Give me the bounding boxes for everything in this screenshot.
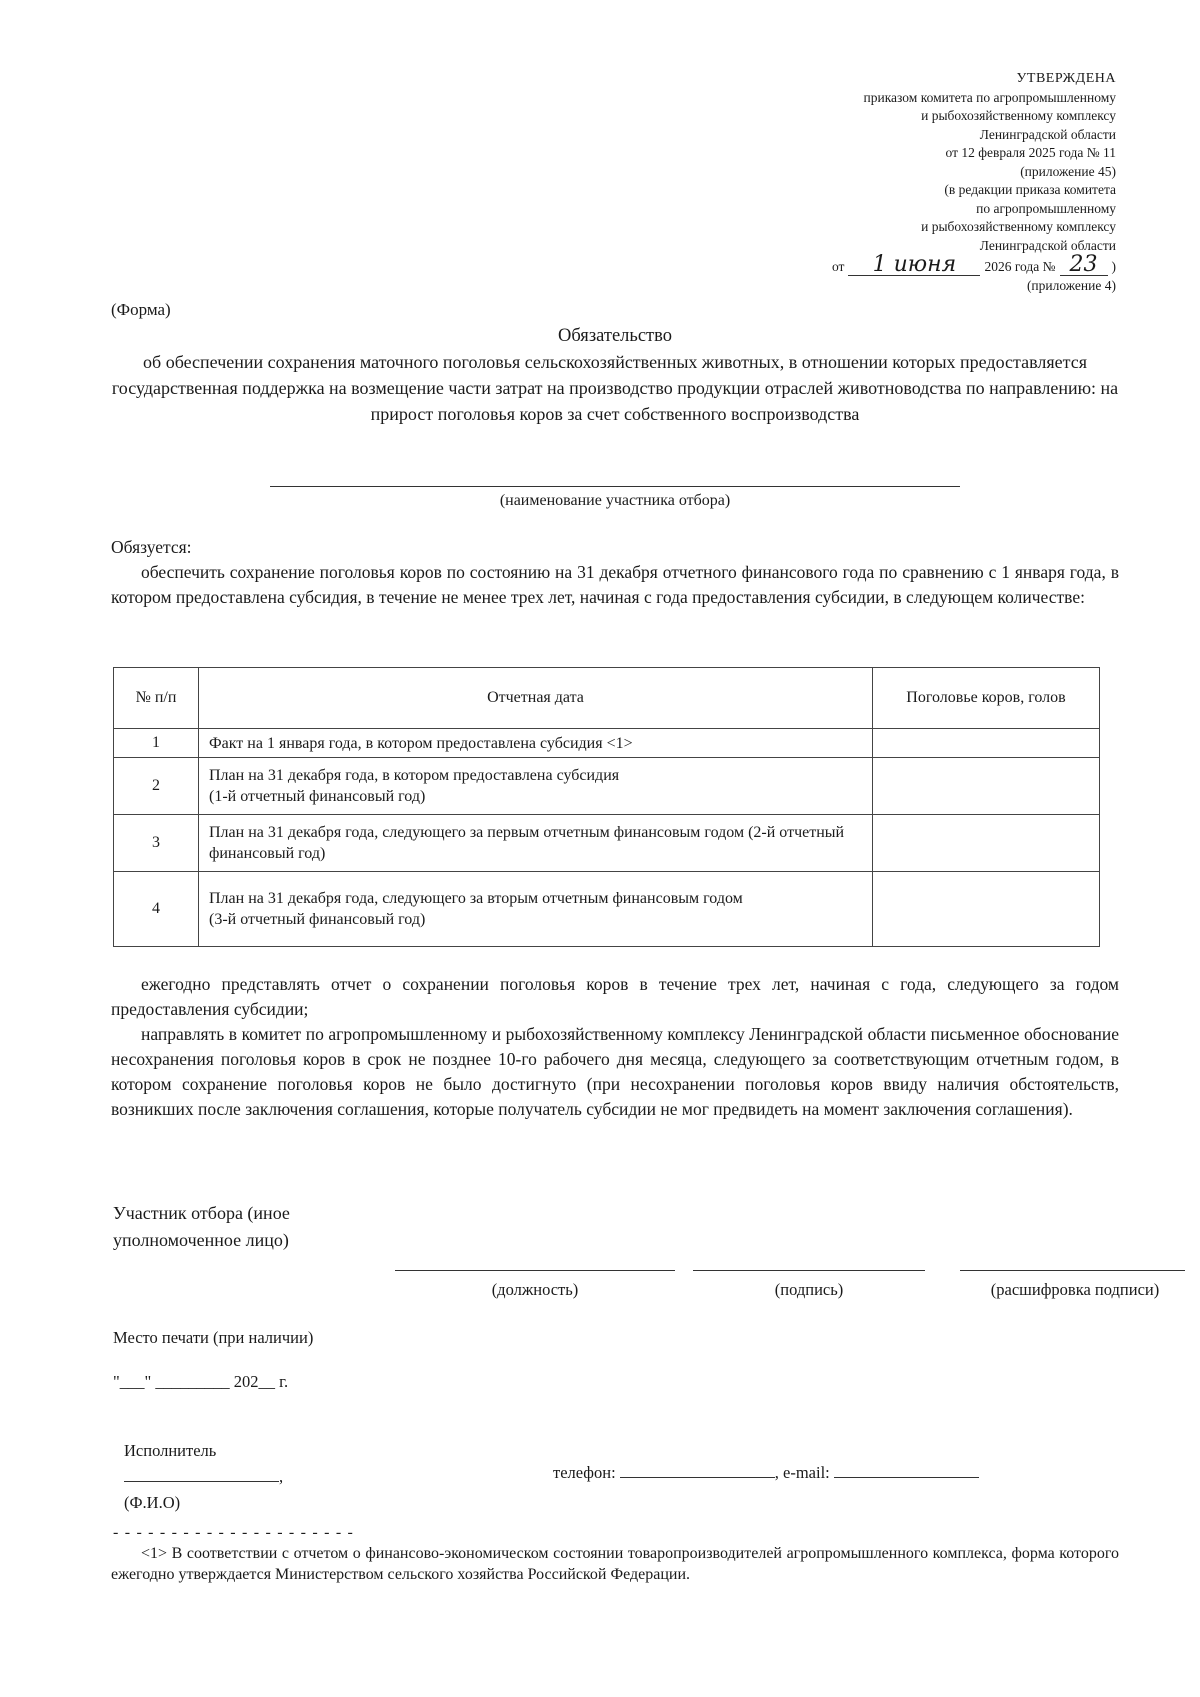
row-count-cell[interactable] xyxy=(873,758,1100,815)
approval-line: приказом комитета по агропромышленному xyxy=(863,89,1116,105)
paragraph-2: ежегодно представлять отчет о сохранении поголовья коров в течение трех лет, начиная с года, следующего за годом предоставления субсидии; xyxy=(111,974,1119,1019)
row-date: План на 31 декабря года, в котором предоставлена субсидия (1-й отчетный финансовый год) xyxy=(199,758,873,815)
livestock-table xyxy=(113,667,1100,947)
executor-label: Исполнитель xyxy=(124,1441,217,1460)
row-num: 4 xyxy=(114,872,199,947)
row-date: План на 31 декабря года, следующего за первым отчетным финансовым годом (2-й отчетный финансовый год) xyxy=(199,815,873,872)
table-header-row xyxy=(114,668,1100,729)
email-field[interactable] xyxy=(834,1463,979,1478)
phone-field[interactable] xyxy=(620,1463,775,1478)
signature-caption: (подпись) xyxy=(774,1280,844,1299)
participant-name-field[interactable] xyxy=(270,486,960,487)
handwritten-number: 23 xyxy=(1060,255,1108,276)
row-count-cell[interactable] xyxy=(873,815,1100,872)
approval-line: от 12 февраля 2025 года № 11 xyxy=(945,145,1116,160)
table-row xyxy=(114,815,1100,872)
participant-caption: (наименование участника отбора) xyxy=(499,492,731,509)
handwritten-date: 1 июня xyxy=(848,255,980,276)
signature-decoding-field[interactable] xyxy=(960,1270,1185,1271)
approval-title: УТВЕРЖДЕНА xyxy=(1016,71,1116,86)
table-row xyxy=(114,872,1100,947)
date-prefix: от xyxy=(831,259,845,274)
title-body: об обеспечении сохранения маточного поголовья сельскохозяйственных животных, в отношении которых предоставляется государственная поддержка на возмещение части затрат на производство продукции отраслей животноводства по направлению: на прирост поголовья коров за счет собственного воспроизводства xyxy=(111,352,1119,424)
closing-paren: ) xyxy=(1111,259,1116,274)
approval-date-line xyxy=(716,252,1116,277)
approval-line: и рыбохозяйственному комплексу xyxy=(921,219,1116,234)
row-num: 3 xyxy=(114,815,199,872)
approval-line: Ленинградской области xyxy=(979,126,1116,142)
date-blank[interactable]: "___" _________ 202__ г. xyxy=(113,1372,289,1391)
header-count: Поголовье коров, голов xyxy=(873,668,1100,729)
paragraph-3: направлять в комитет по агропромышленному и рыбохозяйственному комплексу Ленинградской области письменное обоснование несохранения поголовья коров в срок не позднее 10-го рабочего дня месяца, следующего за соответствующим отчетным годом, в котором сохранение поголовья коров не было достигнуто (при несохранении поголовья коров ввиду наличия обстоятельств, возникших после заключения соглашения, которые получатель субсидии не мог предвидеть на момент заключения соглашения). xyxy=(111,1024,1119,1119)
header-num: № п/п xyxy=(114,668,199,729)
row-date: Факт на 1 января года, в котором предоставлена субсидия <1> xyxy=(199,729,873,758)
document-title xyxy=(110,323,1120,427)
footnote xyxy=(111,1543,1119,1585)
executor-name-field[interactable] xyxy=(124,1465,279,1482)
approval-appendix: (приложение 4) xyxy=(1026,277,1116,293)
obligates-label: Обязуется: xyxy=(111,537,192,557)
table-row xyxy=(114,729,1100,758)
row-num: 2 xyxy=(114,758,199,815)
executor-name-row xyxy=(124,1464,283,1490)
phone-label: телефон: xyxy=(553,1463,616,1482)
title-heading: Обязательство xyxy=(558,326,672,346)
approval-line: (в редакции приказа комитета xyxy=(944,182,1116,197)
seal-label: Место печати (при наличии) xyxy=(113,1328,314,1347)
signature-field[interactable] xyxy=(693,1270,925,1271)
header-date: Отчетная дата xyxy=(199,668,873,729)
obligations-text xyxy=(111,972,1119,1122)
executor-fio-caption: (Ф.И.О) xyxy=(124,1493,181,1512)
approval-line: и рыбохозяйственному комплексу xyxy=(921,108,1116,123)
contact-row xyxy=(553,1463,979,1483)
date-suffix: 2026 года № xyxy=(984,259,1056,274)
approval-line: Ленинградской области xyxy=(979,237,1116,253)
position-caption: (должность) xyxy=(491,1280,579,1299)
signer-label: Участник отбора (иное уполномоченное лицо) xyxy=(113,1203,290,1250)
table-row xyxy=(114,758,1100,815)
approval-line: (приложение 45) xyxy=(1020,163,1116,179)
row-count-cell[interactable] xyxy=(873,729,1100,758)
approval-line: по агропромышленному xyxy=(976,200,1116,216)
position-field[interactable] xyxy=(395,1270,675,1271)
executor-block xyxy=(124,1438,283,1516)
approval-stamp xyxy=(716,70,1116,295)
row-count-cell[interactable] xyxy=(873,872,1100,947)
row-num: 1 xyxy=(114,729,199,758)
executor-comma: , xyxy=(279,1467,284,1486)
row-date: План на 31 декабря года, следующего за вторым отчетным финансовым годом (3-й отчетный финансовый год) xyxy=(199,872,873,947)
decoding-caption: (расшифровка подписи) xyxy=(990,1280,1160,1299)
email-label: , e-mail: xyxy=(774,1463,830,1482)
paragraph-1: обеспечить сохранение поголовья коров по состоянию на 31 декабря отчетного финансового года по сравнению с 1 января года, в котором предоставлена субсидия, в течение не менее трех лет, начиная с года предоставления субсидии, в следующем количестве: xyxy=(111,562,1119,607)
footnote-separator: - - - - - - - - - - - - - - - - - - - - - xyxy=(113,1524,355,1541)
footnote-text: <1> В соответствии с отчетом о финансово-экономическом состоянии товаропроизводителей агропромышленного комплекса, форма которого ежегодно утверждается Министерством сельского хозяйства Российской Федерации. xyxy=(111,1545,1119,1583)
form-label: (Форма) xyxy=(111,300,171,319)
